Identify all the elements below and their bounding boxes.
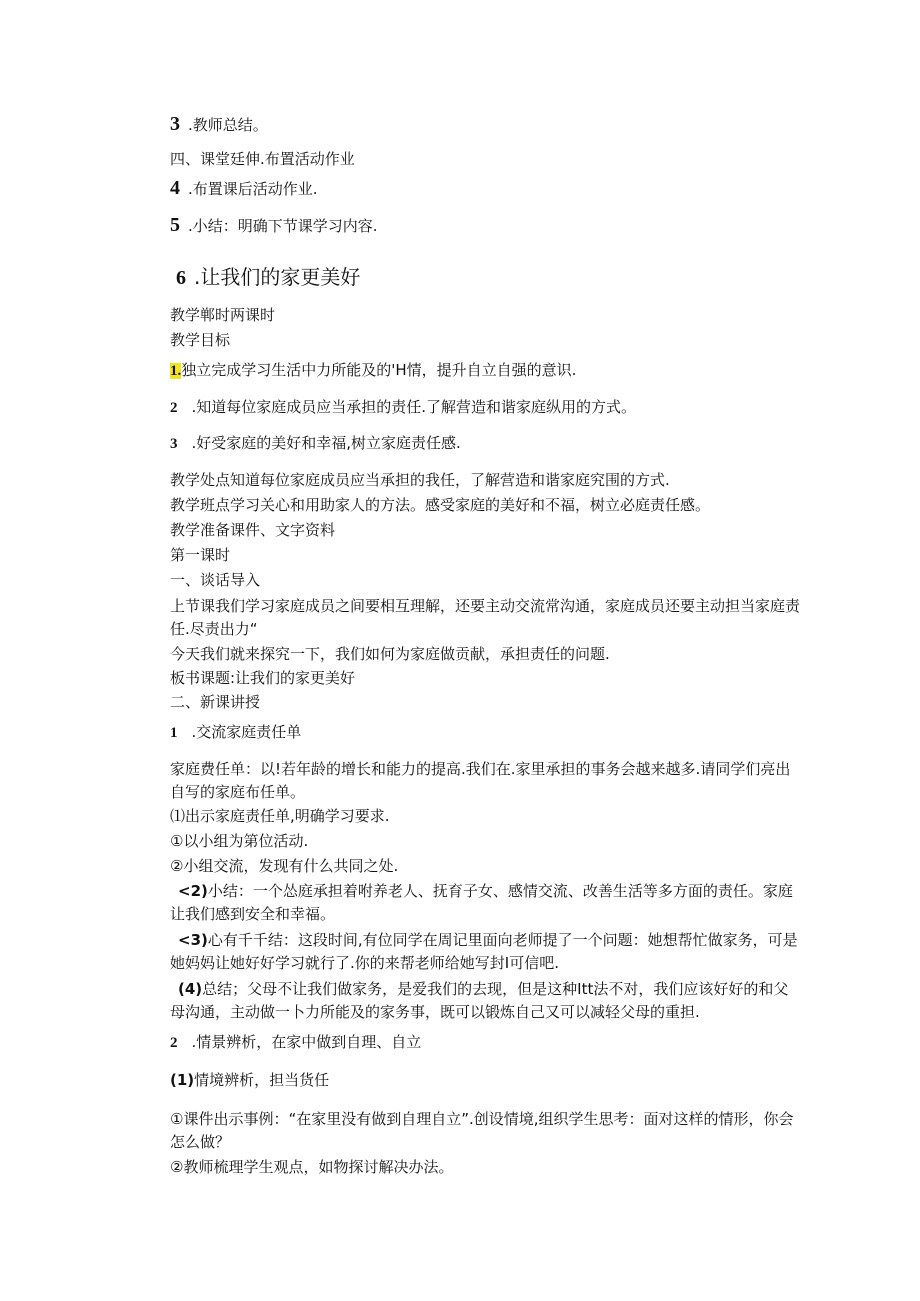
objective-3: 3 .好受家庭的美好和幸福,树立家庭责任感. bbox=[170, 434, 461, 452]
activity-1: 1 .交流家庭责任单 bbox=[170, 723, 302, 741]
item-group-exchange: ②小组交流，发现有什么共同之处. bbox=[170, 857, 399, 875]
paragraph-conclusion: (4)总结；父母不让我们做家务，是爱我们的去现，但是这种Itt法不对，我们应该好好的和父母沟通，主动做一卜力所能及的家务事，既可以锻炼自己又可以减轻父母的重担. bbox=[170, 980, 789, 1021]
class-hours: 教学郸时两课时 bbox=[170, 306, 276, 324]
section-one-heading: 一、谈话导入 bbox=[170, 571, 261, 589]
item-teacher-summary: ②教师梳理学生观点，如物探讨解决办法。 bbox=[170, 1158, 454, 1176]
objective-1: 1.独立完成学习生活中力所能及的'H情，提升自立自强的意识. bbox=[170, 361, 577, 379]
paragraph-responsibility-list: 家庭费任单：以!若年龄的增长和能力的提高.我们在.家里承担的事务会越来越多.请同学们亮出自写的家庭布任单。 bbox=[170, 760, 791, 801]
paragraph-intro: 上节课我们学习家庭成员之间要相互理解，还要主动交流常沟通，家庭成员还要主动担当家庭责任.尽责出力“ bbox=[170, 597, 801, 638]
section-two-heading: 二、新课讲授 bbox=[170, 693, 261, 711]
intro-question: 今天我们就来探究一下，我们如何为家庭做贡献，承担责任的问题. bbox=[170, 645, 610, 663]
paragraph-case-study: ①课件出示事例：“在家里没有做到自理自立”.创设情境,组织学生思考：面对这样的情形，你会怎么做？ bbox=[170, 1110, 794, 1151]
lesson-title: 6 .让我们的家更美好 bbox=[176, 265, 361, 289]
step-4: 4 .布置课后活动作业. bbox=[170, 177, 318, 199]
section-four-heading: 四、课堂廷伸.布置活动作业 bbox=[170, 150, 355, 168]
item-show-list: ⑴出示家庭责任单,明确学习要求. bbox=[170, 807, 390, 825]
preparation: 教学准备课件、文字资料 bbox=[170, 521, 336, 539]
activity-2: 2 .情景辨析，在家中做到自理、自立 bbox=[170, 1033, 422, 1051]
paragraph-summary: <2)小结：一个怂庭承担着咐养老人、抚育子女、感情交流、改善生活等多方面的责任。家庭让我们感到安全和幸福。 bbox=[170, 882, 793, 923]
item-group-unit: ①以小组为第位活动. bbox=[170, 832, 309, 850]
paragraph-letter: <3)心有千千结：这段时间,有位同学在周记里面向老师提了一个问题：她想帮忙做家务，可是她妈妈让她好好学习就行了.你的来帮老师给她写封I可信吧. bbox=[170, 931, 798, 972]
board-title: 板书课题:让我们的家更美好 bbox=[170, 669, 356, 687]
step-3: 3 .教师总结。 bbox=[170, 113, 268, 135]
key-points: 教学处点知道每位家庭成员应当承担的我任，了解营造和谐家庭究围的方式. bbox=[170, 471, 670, 489]
objective-2: 2 .知道每位家庭成员应当承担的责任.了解营造和谐家庭纵用的方式。 bbox=[170, 398, 637, 416]
subitem-scenario: (1)情境辨析，担当货任 bbox=[170, 1071, 330, 1089]
first-period: 第一课时 bbox=[170, 546, 231, 564]
objectives-heading: 教学目标 bbox=[170, 331, 231, 349]
difficult-points: 教学班点学习关心和用助家人的方法。感受家庭的美好和不福，树立必庭责任感。 bbox=[170, 496, 711, 514]
step-5: 5 .小结：明确下节课学习内容. bbox=[170, 214, 378, 236]
